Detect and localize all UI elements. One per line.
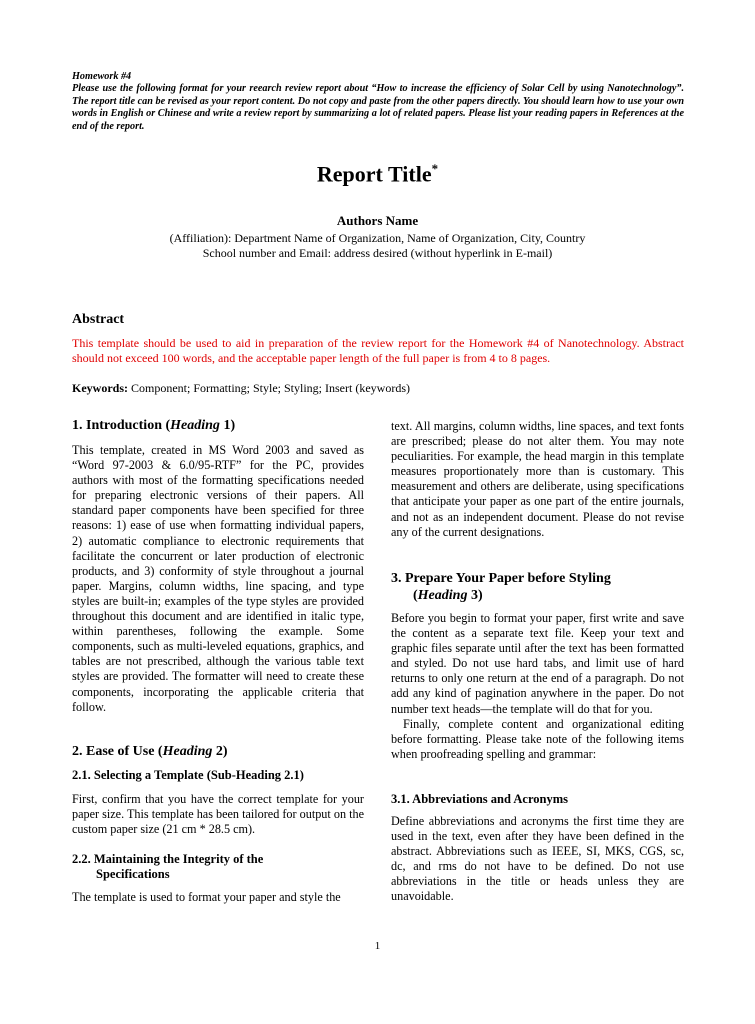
keywords-line <box>72 381 410 396</box>
sub22-paragraph: The template is used to format your paper and style the <box>72 890 341 904</box>
continued-paragraph: text. All margins, column widths, line spaces, and text fonts are prescribed; please do not alter them. You may note peculiarities. For example, the head margin in this template measures proportionately more than is customary. This measurement and others are deliberate, using specifications that anticipate your paper as one part of the entire journals, and not as an independent document. Please do not revise any of the current designations. <box>391 419 684 539</box>
sub22-heading-line2: Specifications <box>96 867 170 881</box>
sub21-body <box>72 792 364 837</box>
prepare-heading-suffix: 3) <box>467 588 483 603</box>
report-title <box>0 161 755 187</box>
sub31-body <box>391 814 684 905</box>
prepare-paragraph-2: Finally, complete content and organizational editing before formatting. Please take note of the following items when proofreading spelling and grammar: <box>391 716 684 761</box>
ease-heading-prefix: 2. Ease of Use ( <box>72 744 163 759</box>
affiliation-block <box>0 231 755 261</box>
right-continued-text <box>391 419 684 540</box>
intro-heading-italic: Heading <box>170 418 220 433</box>
intro-paragraph: This template, created in MS Word 2003 and saved as “Word 97-2003 & 6.0/95-RTF” for the PC, provides authors with most of the formatting specifications needed for preparing electronic versions of their papers. All standard paper components have been specified for three reasons: 1) ease of use when formatting individual papers, 2) automatic compliance to electronic requirements that facilitate the concurrent or later production of electronic products, and 3) conformity of style throughout a journal paper. Margins, column widths, line spacing, and type styles are built-in; examples of the type styles are provided throughout this document and are identified in italic type, within parentheses, following the example. Some components, such as multi-leveled equations, graphics, and tables are not prescribed, although the various table text styles are provided. The formatter will need to create these components, incorporating the applicable criteria that follow. <box>72 443 364 714</box>
sub31-heading: 3.1. Abbreviations and Acronyms <box>391 792 569 806</box>
ease-heading-italic: Heading <box>162 744 213 759</box>
intro-body <box>72 443 364 715</box>
prepare-body <box>391 611 684 762</box>
title-footnote-mark: * <box>431 161 439 176</box>
sub21-heading: 2.1. Selecting a Template (Sub-Heading 2.1) <box>72 768 304 782</box>
prepare-paragraph-1: Before you begin to format your paper, first write and save the content as a separate text file. Keep your text and graphic files separate until after the text has been formatted and styled. Do not use hard tabs, and limit use of hard returns to only one return at the end of a paragraph. Do not add any kind of pagination anywhere in the paper. Do not number text heads—the template will do that for you. <box>391 611 684 716</box>
ease-heading <box>72 743 228 760</box>
ease-heading-suffix: 2) <box>212 744 228 759</box>
intro-heading-suffix: 1) <box>219 418 236 433</box>
authors-name: Authors Name <box>336 213 419 228</box>
affiliation-line: (Affiliation): Department Name of Organization, Name of Organization, City, Country <box>169 231 586 245</box>
abstract-body: This template should be used to aid in preparation of the review report for the Homework #4 of Nanotechnology. Abstract should not exceed 100 words, and the acceptable paper length of the full paper is from 4 to 8 pages. <box>72 336 684 365</box>
keywords-value: Component; Formatting; Style; Styling; Insert (keywords) <box>131 381 410 395</box>
report-title-text: Report Title <box>316 161 432 187</box>
sub22-heading-line1: 2.2. Maintaining the Integrity of the <box>72 852 264 866</box>
sub31-paragraph: Define abbreviations and acronyms the first time they are used in the text, even after they have been defined in the abstract. Abbreviations such as IEEE, SI, MKS, CGS, sc, dc, and rms do not have to be defined. Do not use abbreviations in the title or heads unless they are unavoidable. <box>391 814 684 904</box>
homework-label: Homework #4 <box>72 71 132 82</box>
homework-instructions <box>72 71 684 133</box>
prepare-heading: 3. Prepare Your Paper before Styling (Heading 3) <box>391 570 684 604</box>
intro-heading-prefix: 1. Introduction ( <box>72 418 171 433</box>
abstract-heading: Abstract <box>72 312 125 327</box>
intro-heading <box>72 417 235 434</box>
keywords-label: Keywords: <box>72 381 128 395</box>
sub22-body <box>72 890 364 905</box>
page-number: 1 <box>374 940 381 952</box>
school-email-line: School number and Email: address desired (without hyperlink in E-mail) <box>202 246 553 260</box>
sub21-paragraph: First, confirm that you have the correct template for your paper size. This template has been tailored for output on the custom paper size (21 cm * 28.5 cm). <box>72 792 364 837</box>
prepare-heading-italic: Heading <box>417 588 468 603</box>
prepare-heading-line1: 3. Prepare Your Paper before Styling <box>391 571 611 586</box>
sub22-heading <box>72 852 364 882</box>
homework-text: Please use the following format for your reearch review report about “How to increase the efficiency of Solar Cell by using Nanotechnology”. The report title can be revised as your report content. Do not copy and paste from the other papers directly. You should learn how to use your own words in English or Chinese and write a review report by summarizing a lot of related papers. Please list your reading papers in References at the end of the report. <box>72 83 684 132</box>
